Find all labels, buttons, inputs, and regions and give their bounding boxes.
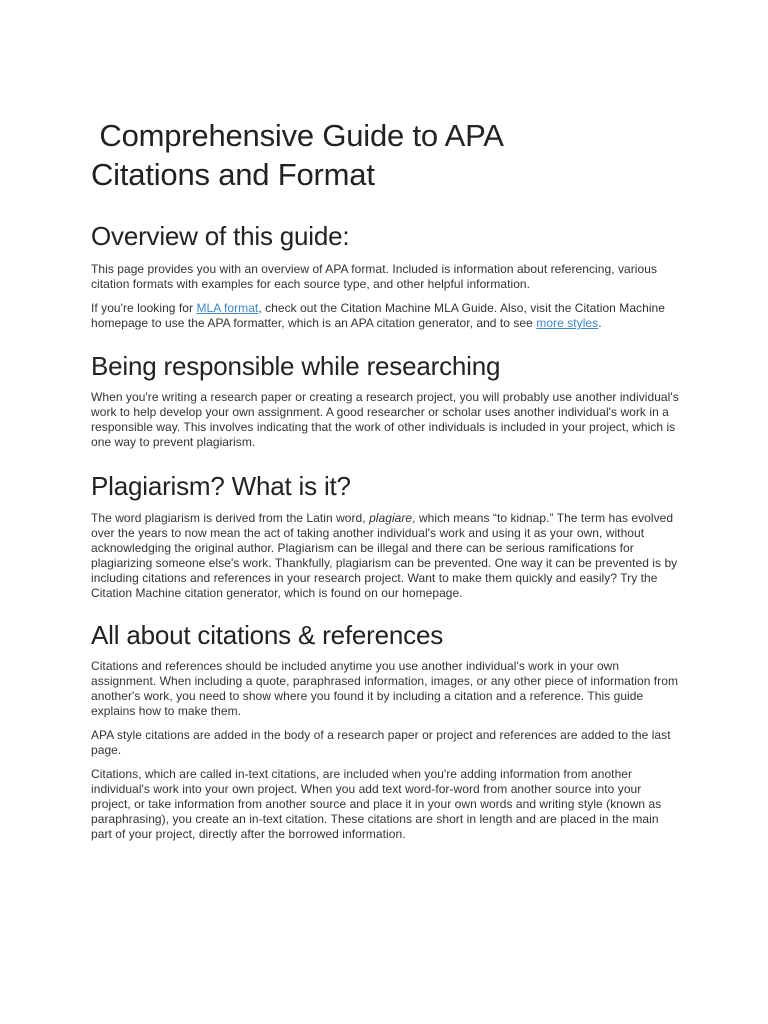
overview-paragraph-1: This page provides you with an overview of APA format. Included is information about referencing, various citation formats with examples for each source type, and other helpful information.: [91, 262, 657, 291]
citations-paragraph-1: Citations and references should be included anytime you use another individual's work in your own assignment. When including a quote, paraphrased information, images, or any other piece of information from another's work, you need to show where you found it by including a citation and a reference. This guide explains how to make them.: [91, 659, 678, 718]
responsible-paragraph-1: When you're writing a research paper or creating a research project, you will probably use another individual's work to help develop your own assignment. A good researcher or scholar uses another individual's work in a responsible way. This involves indicating that the work of other individuals is included in your project, which is one way to prevent plagiarism.: [91, 390, 679, 449]
more-styles-link[interactable]: more styles: [536, 316, 599, 330]
section-responsible-research: [91, 350, 679, 450]
section-heading-responsible: Being responsible while researching: [91, 351, 501, 381]
page-title-line-2: Citations and Format: [91, 157, 375, 192]
page-title-line-1: Comprehensive Guide to APA: [91, 118, 504, 153]
page-title: [91, 116, 679, 194]
section-plagiarism: [91, 470, 679, 601]
plagiare-italic-term: plagiare: [369, 511, 413, 525]
plagiarism-paragraph-text-b: , which means “to kidnap.” The term has evolved over the years to now mean the act of taking another individual's work and using it as your own, without acknowledging the original author. Plagiarism can be illegal and there can be serious ramifications for plagiarizing someone else's work. Thankfully, plagiarism can be prevented. One way it can be prevented is by including citations and references in your research project. Want to make them quickly and easily? Try the Citation Machine citation generator, which is found on our homepage.: [91, 511, 678, 600]
citations-paragraph-3: Citations, which are called in-text citations, are included when you're adding information from another individual's work into your own project. When you add text word-for-word from another source into your project, or take information from another source and place it in your own words and writing style (known as paraphrasing), you create an in-text citation. These citations are short in length and are placed in the main part of your project, directly after the borrowed information.: [91, 767, 662, 841]
mla-format-link[interactable]: MLA format: [196, 301, 259, 315]
document-content: [91, 116, 679, 842]
plagiarism-paragraph-text-a: The word plagiarism is derived from the Latin word,: [91, 511, 370, 525]
section-overview: [91, 220, 679, 331]
section-citations-references: [91, 619, 679, 842]
citations-paragraph-2: APA style citations are added in the body of a research paper or project and references are added to the last page.: [91, 728, 671, 757]
overview-paragraph-2-text-c: .: [598, 316, 602, 330]
overview-paragraph-2: [91, 301, 679, 331]
section-heading-plagiarism: Plagiarism? What is it?: [91, 471, 351, 501]
overview-paragraph-2-text-b: , check out the Citation Machine MLA Guide. Also, visit the Citation Machine homepage to use the APA formatter, which is an APA citation generator, and to see: [91, 301, 665, 330]
section-heading-overview: Overview of this guide:: [91, 221, 350, 251]
section-heading-citations: All about citations & references: [91, 620, 444, 650]
plagiarism-paragraph-1: [91, 511, 679, 601]
overview-paragraph-2-text-a: If you're looking for: [91, 301, 197, 315]
